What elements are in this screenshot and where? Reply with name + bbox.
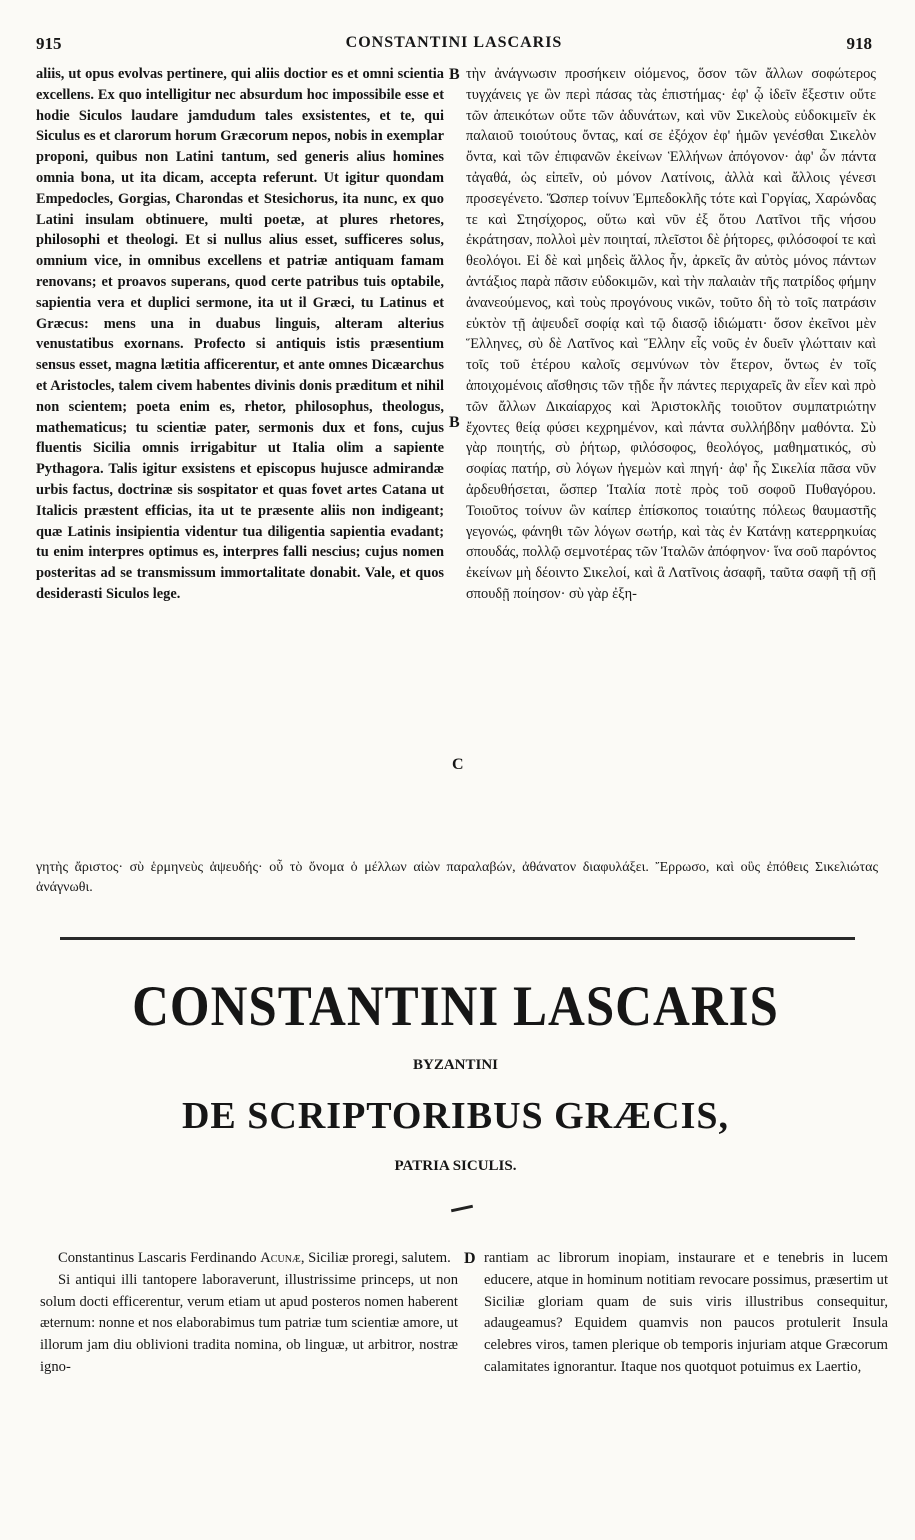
letter-body-left: Si antiqui illi tantopere laboraverunt, illustrissime princeps, ut non solum docti efficerentur, verum etiam ut apud posteros nomen haberent æternum: nonne et nos elaborabimus tum patriæ tum scientiæ amore, ut illorum jam diu oblivioni tradita nomina, ob linguæ, ut arbitror, nostræ igno- xyxy=(40,1271,458,1375)
title-patria: PATRIA SICULIS. xyxy=(394,1158,517,1174)
running-title: CONSTANTINI LASCARIS xyxy=(345,34,563,51)
margin-letter-c: C xyxy=(452,756,464,773)
latin-text-top: aliis, ut opus evolvas pertinere, qui aliis doctior es et omni scientia excellens. Ex quo intelligitur nec absurdum hoc impossibile esse et hodie Siculos laudare jamdudum tales exsistentes, et te, qui Siculus es et clarorum horum Græcorum nepos, nobis in exemplar proponi, quibus non Latini tantum, sed generis alius homines omnia bona, ut ita dicam, accepta referunt. Ut igitur quondam Empedocles, Gorgias, Charondas et Stesichorus, ita nunc, ex quo Latini insulam obtinuere, multi poetæ, at plures rhetores, philosophi et theologi. Et si nullus alius esset, sufficeres solus, omnium vice, in omnibus excellens et patriæ antiquam famam renovans; et proavos superans, quod certe patribus tuis optabile, sapientia vera et duplici sermone, ita ut il Græci, tu Latinus et Græcus: mens una in duabus linguis, alteram alterius venustatibus exornans. Profecto si antiquis istis præsentium sensus esset, magna lætitia afficerentur, et ante omnes Dicæarchus et Aristocles, talem civem habentes divinis donis præditum et nihil non scientem; poeta enim es, rhetor, philosophus, theologus, mathematicus; tu scientiæ pater, sermonis dux et fons, cujus fluentis Sicilia omnis irrigabitur ut Italia olim a sapiente Pythagora. Talis igitur exsistens et episcopus hujusce admirandæ urbis factus, doctrinæ sis sospitator et quas fovet artes Catana ut Italicis præstent efficias, ita ut te præsente aliis non indigeant; quæ Latinis insipientia videntur tua diligentia sapientia evadant; tu enim interpres optimus es, interpres falli nescius; cujus nomen posteritas ad se transmissum immortalitate donabit. Vale, et quos desiderasti Siculos lege. xyxy=(36,66,444,602)
latin-column-top xyxy=(36,64,444,605)
salutation-name: Constantinus Lascaris Ferdinando xyxy=(58,1250,257,1266)
salutation-addressee: Acunæ xyxy=(260,1250,301,1266)
greek-column-top xyxy=(466,64,876,605)
margin-letter-b-mid: B xyxy=(449,414,460,431)
salutation-rest: , Siciliæ proregi, salutem. xyxy=(300,1250,451,1266)
greek-text-tail: γητὴς ἄριστος· σὺ ἑρμηνεὺς ἀψευδής· οὗ τὸ ὄνομα ὁ μέλλων αἰὼν παραλαβών, ἀθάνατον διαφυλάξει. Ἔρρωσο, καὶ οὓς ἐπόθεις Σικελιώτας ἀνάγνωθι. xyxy=(36,860,878,895)
letter-column-left xyxy=(40,1248,458,1379)
margin-letter-b-top: B xyxy=(449,66,460,83)
title-byzantini: BYZANTINI xyxy=(412,1057,499,1073)
ornament-dash xyxy=(451,1205,473,1213)
greek-continuation xyxy=(36,858,878,898)
salutation xyxy=(40,1248,458,1270)
letter-column-right xyxy=(484,1248,888,1379)
work-title: DE SCRIPTORIBUS GRÆCIS, xyxy=(181,1095,730,1137)
margin-letter-d: D xyxy=(464,1250,476,1267)
letter-body-right: rantiam ac librorum inopiam, instaurare et e tenebris in lucem educere, atque in hominum notitiam revocare possimus, præsertim ut Siciliæ gloriam quam de suis viris illustribus consequitur, adaugeamus? Equidem quamvis non paucos protulerit Insula celebres viros, tamen plerique ob temporis injuriam atque Græcorum calamitates ignorantur. Itaque nos quotquot potuimus ex Laertio, xyxy=(484,1250,888,1375)
greek-text-top: τὴν ἀνάγνωσιν προσήκειν οἰόμενος, ὅσον τῶν ἄλλων σοφώτερος τυγχάνεις γε ὢν περὶ πάσας τὰς ἐπιστήμας· ἐφ' ᾧ ἰδεῖν ἔξεστιν οὔτε τῶν ἀπεικότων οὔτε τῶν ἀδυνάτων, καὶ νῦν Σικελοὺς εὐδοκιμεῖν ἐκ παλαιοῦ τοιούτους ὄντας, καί σε ἐξόχον ἐφ' ἡμῶν γενέσθαι Σικελὸν ὄντα, καὶ τῶν ἐπιφανῶν ἐκείνων Ἑλλήνων ἀπόγονον· ἀφ' ὧν πάντα τἀγαθά, ὡς εἰπεῖν, οὐ μόνον Λατίνοις, ἀλλὰ καὶ ἄλλοις γένεσι προσεγένετο. Ὥσπερ τοίνυν Ἐμπεδοκλῆς τότε καὶ Γοργίας, Χαρώνδας τε καὶ Στησίχορος, οὕτω καὶ νῦν ἐξ ὅτου Λατῖνοι τῆς νήσου ἐκράτησαν, πολλοὶ μὲν ποιηταί, πλεῖστοι δὲ ῥήτορες, φιλόσοφοί τε καὶ θεολόγοι. Εἰ δὲ καὶ μηδεὶς ἄλλος ἦν, ἀρκεῖς ἂν αὐτὸς μόνος πάντων ἀντάξιος παρὰ πᾶσιν εὐδοκιμῶν, καὶ τὴν παλαιὰν τῆς πατρίδος φήμην ἀνανεούμενος, καὶ τοὺς προγόνους νικῶν, τοῦτο δὴ τὸ τοῖς πατράσιν εὐκτὸν τῇ ἀψευδεῖ σοφίᾳ καὶ τῷ διασῷ ἰδιώματι· ὅσον ἐκεῖνοι μὲν Ἕλληνες, σὺ δὲ Λατῖνος καὶ Ἕλλην εἷς νοῦς ἐν δυεῖν γλώτταιν καὶ τοῖς τοῦ ἑτέρου καλοῖς σεμνύνων τὸν ἕτερον, ὄντως ἐν τοῖς ἀποιχομένοις αἴσθησις τῶν τῇδε ἦν πάντες περιχαρεῖς ἂν εἶεν καὶ πρὸ τῶν ἄλλων Δικαίαρχος καὶ Ἀριστοκλῆς τοιοῦτον συμπατριώτην ἔχοντες θείᾳ φύσει κεχρημένον, καὶ πάντα συλλήβδην μαθόντα. Σὺ γὰρ ποιητής, σὺ ῥήτωρ, φιλόσοφος, θεολόγος, μαθηματικός, σὺ σοφίας πατήρ, σὺ λόγων ἡγεμὼν καὶ πηγή· ἀφ' ἧς Σικελία πᾶσα νῦν ἀρδευθήσεται, ὥσπερ Ἰταλία ποτὲ πρὸς τοῦ σοφοῦ Πυθαγόρου. Τοιοῦτος τοίνυν ὢν καίπερ ἐπίσκοπος τοιαύτης πόλεως θαυμαστῆς γεγονώς, φάνηθι τῶν λόγων σωτήρ, καὶ τὰς ἐν Κατάνῃ κατερρηκυίας σπουδάς, πολλῷ σεμνοτέρας τῶν Ἰταλῶν ἀπόφηνον· ἵνα σοῦ παρόντος ἐκείνων μὴ δέοιντο Σικελοί, καὶ ἃ Λατῖνοις ἀσαφῆ, ταῦτα σαφῆ τῇ σῇ σπουδῇ ποίησον· σὺ γὰρ ἐξη- xyxy=(466,66,876,602)
main-title: CONSTANTINI LASCARIS xyxy=(132,975,779,1039)
page-number-left: 915 xyxy=(36,34,62,53)
page-number-right: 918 xyxy=(846,34,872,53)
page-header xyxy=(36,34,872,58)
section-rule xyxy=(60,937,855,940)
